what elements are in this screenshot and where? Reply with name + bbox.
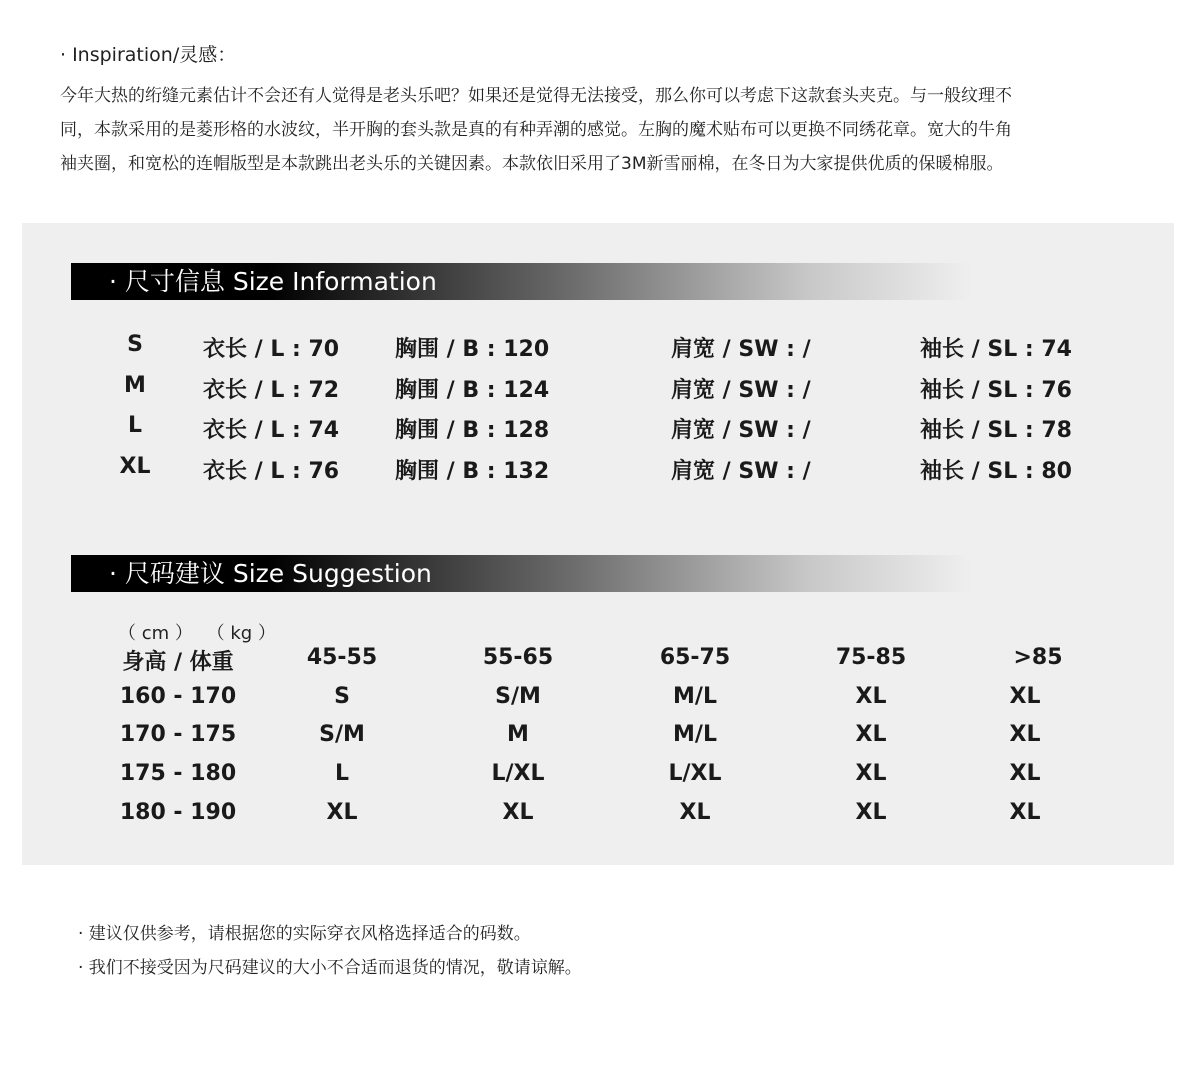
length-value: 衣长 / L : 72 (203, 378, 340, 403)
suggested-size: XL (855, 722, 887, 747)
shoulder-value: 肩宽 / SW : / (671, 459, 811, 484)
inspiration-line: 今年大热的绗缝元素估计不会还有人觉得是老头乐吧？如果还是觉得无法接受，那么你可以考虑下这款套头夹克。与一般纹理不 (60, 86, 1012, 106)
inspiration-line: 同，本款采用的是菱形格的水波纹，半开胸的套头款是真的有种弄潮的感觉。左胸的魔术贴布可以更换不同绣花章。宽大的牛角 (60, 120, 1012, 140)
suggested-size: XL (1009, 684, 1041, 709)
suggested-size: XL (855, 761, 887, 786)
suggested-size: XL (502, 800, 534, 825)
notes (78, 917, 582, 985)
size-information-title: · 尺寸信息 Size Information (71, 263, 971, 300)
weight-range-header: 45-55 (306, 645, 378, 670)
height-range-label: 180 - 190 (119, 800, 237, 825)
shoulder-value: 肩宽 / SW : / (671, 418, 811, 443)
suggested-size: S/M (495, 684, 541, 709)
bust-value: 胸围 / B : 120 (395, 337, 550, 362)
height-range-label: 160 - 170 (119, 684, 237, 709)
suggested-size: L/XL (491, 761, 545, 786)
size-label: S (127, 332, 143, 357)
length-value: 衣长 / L : 70 (203, 337, 340, 362)
height-weight-header: 身高 / 体重 (122, 650, 234, 675)
height-unit-label: （ cm ） (118, 623, 193, 644)
length-value: 衣长 / L : 76 (203, 459, 340, 484)
suggested-size: M/L (673, 684, 717, 709)
sleeve-value: 袖长 / SL : 74 (920, 337, 1072, 362)
sleeve-value: 袖长 / SL : 78 (920, 418, 1072, 443)
bust-value: 胸围 / B : 132 (395, 459, 550, 484)
unit-labels (118, 619, 284, 645)
suggested-size: L/XL (668, 761, 722, 786)
suggested-size: L (334, 761, 350, 786)
inspiration-paragraph (60, 79, 1140, 181)
note-line: · 我们不接受因为尺码建议的大小不合适而退货的情况，敬请谅解。 (78, 958, 582, 978)
height-range-label: 170 - 175 (119, 722, 237, 747)
suggested-size: XL (679, 800, 711, 825)
suggested-size: M/L (673, 722, 717, 747)
shoulder-value: 肩宽 / SW : / (671, 337, 811, 362)
weight-range-header: 75-85 (835, 645, 907, 670)
suggested-size: S (334, 684, 350, 709)
note-line: · 建议仅供参考，请根据您的实际穿衣风格选择适合的码数。 (78, 924, 531, 944)
sleeve-value: 袖长 / SL : 80 (920, 459, 1072, 484)
height-range-label: 175 - 180 (119, 761, 237, 786)
size-suggestion-title: · 尺码建议 Size Suggestion (71, 555, 971, 592)
inspiration-heading: · Inspiration/灵感： (60, 44, 237, 66)
size-label: M (124, 373, 146, 398)
weight-unit-label: （ kg ） (206, 623, 276, 644)
weight-range-header: 55-65 (482, 645, 554, 670)
suggested-size: XL (1009, 722, 1041, 747)
weight-range-header: 65-75 (659, 645, 731, 670)
shoulder-value: 肩宽 / SW : / (671, 378, 811, 403)
bust-value: 胸围 / B : 128 (395, 418, 550, 443)
weight-range-header: >85 (1013, 645, 1063, 670)
suggested-size: XL (855, 684, 887, 709)
suggested-size: XL (1009, 800, 1041, 825)
size-label: XL (119, 454, 151, 479)
suggested-size: M (507, 722, 529, 747)
size-label: L (127, 413, 143, 438)
suggested-size: XL (326, 800, 358, 825)
suggested-size: XL (855, 800, 887, 825)
suggested-size: XL (1009, 761, 1041, 786)
sleeve-value: 袖长 / SL : 76 (920, 378, 1072, 403)
length-value: 衣长 / L : 74 (203, 418, 340, 443)
suggested-size: S/M (319, 722, 365, 747)
inspiration-line: 袖夹圈，和宽松的连帽版型是本款跳出老头乐的关键因素。本款依旧采用了3M新雪丽棉，在冬日为大家提供优质的保暖棉服。 (60, 154, 1004, 174)
bust-value: 胸围 / B : 124 (395, 378, 550, 403)
